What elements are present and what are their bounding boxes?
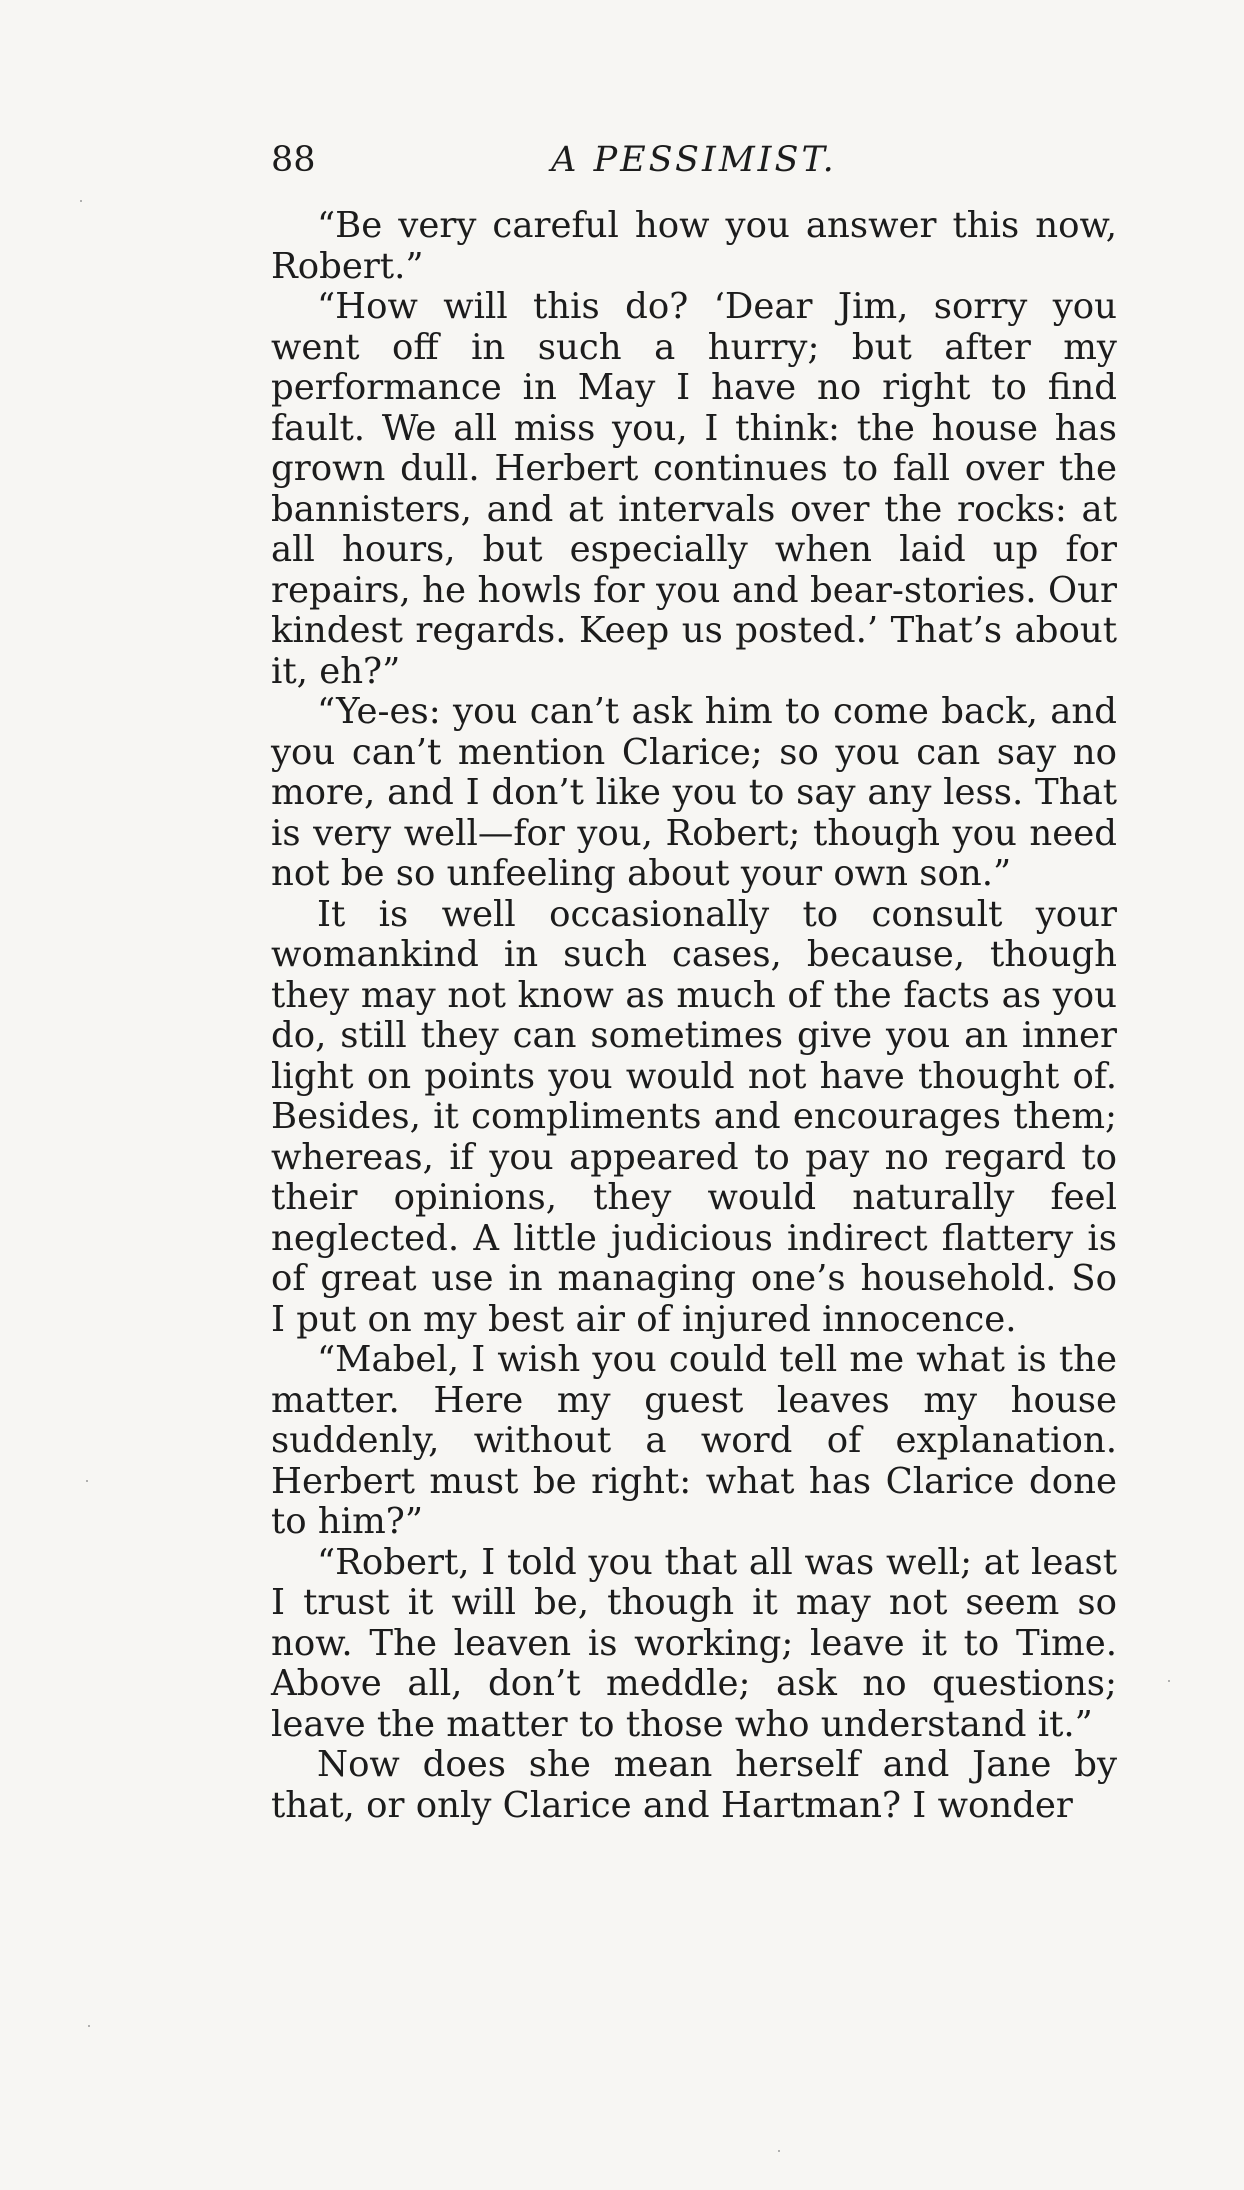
paper-speck [86,1480,88,1482]
page-number: 88 [271,140,316,180]
paragraph: Now does she mean herself and Jane by that, or only Clarice and Hartman? I wonder [271,1744,1117,1826]
paper-speck [1168,1680,1170,1682]
running-title: A PESSIMIST. [551,140,837,180]
paper-speck [778,2150,780,2152]
body-text [271,206,1117,1826]
paragraph: “Mabel, I wish you could tell me what is the matter. Here my guest leaves my house suddenly, without a word of explanation. Herbert must be right: what has Clarice done to him?” [271,1339,1117,1542]
paper-speck [80,200,82,202]
paragraph: “Ye-es: you can’t ask him to come back, and you can’t mention Clarice; so you can say no more, and I don’t like you to say any less. That is very well—for you, Robert; though you need not be so unfeeling about your own son.” [271,691,1117,894]
paragraph: “Robert, I told you that all was well; at least I trust it will be, though it may not seem so now. The leaven is working; leave it to Time. Above all, don’t meddle; ask no questions; leave the matter to those who understand it.” [271,1541,1117,1745]
paragraph: “How will this do? ‘Dear Jim, sorry you went off in such a hurry; but after my performance in May I have no right to find fault. We all miss you, I think: the house has grown dull. Herbert continues to fall over the bannisters, and at intervals over the rocks: at all hours, but especially when laid up for repairs, he howls for you and bear-stories. Our kindest regards. Keep us posted.’ That’s about it, eh?” [271,286,1117,692]
page-header [271,140,1117,190]
paragraph: It is well occasionally to consult your womankind in such cases, because, though they may not know as much of the facts as you do, still they can sometimes give you an inner light on points you would not have thought of. Besides, it compliments and encourages them; whereas, if you appeared to pay no regard to their opinions, they would naturally feel neglected. A little judicious indirect flattery is of great use in managing one’s household. So I put on my best air of injured innocence. [271,893,1117,1340]
paper-speck [88,2025,90,2027]
paragraph: “Be very careful how you answer this now, Robert.” [271,205,1117,287]
